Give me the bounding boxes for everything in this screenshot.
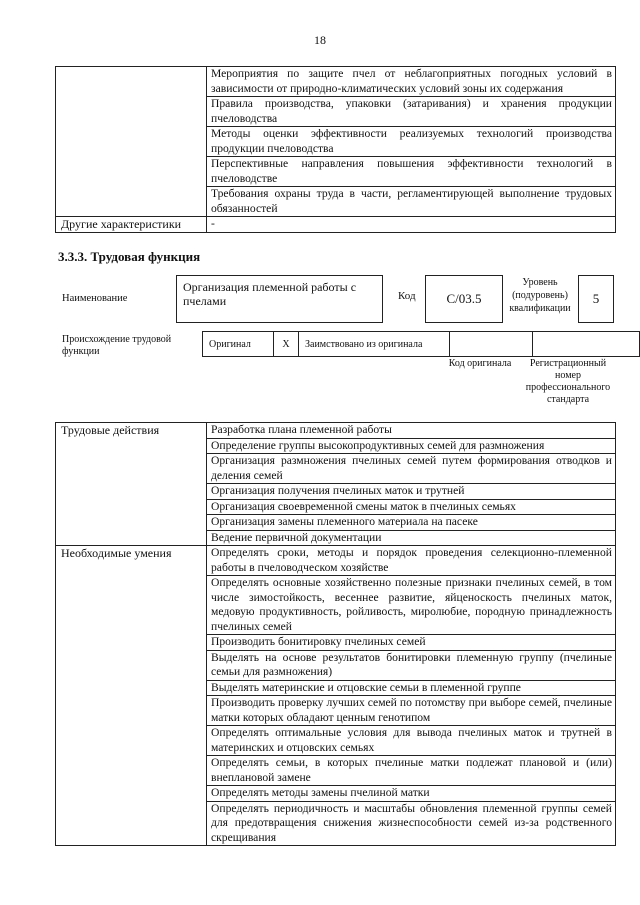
skill-item: Выделять на основе результатов бонитировки племенную группу (пчелиные семьи для размножения) [207,650,616,680]
code-label: Код [398,290,416,302]
skill-item: Производить проверку лучших семей по потомству при выборе семей, пчелиные матки которых обладают ценным генотипом [207,696,616,726]
skill-item: Производить бонитировку пчелиных семей [207,635,616,651]
qualification-level-label: Уровень (подуровень) квалификации [509,277,571,314]
knowledge-item: Методы оценки эффективности реализуемых технологий производства продукции пчеловодства [207,127,616,157]
table-row [56,423,616,439]
page-number: 18 [314,33,326,47]
skill-item: Определять периодичность и масштабы обновления племенной группы семей для предотвращения снижения жизнеспособности семей из-за родственного скрещивания [207,801,616,846]
other-characteristics-value: - [207,217,616,233]
skill-item: Определять сроки, методы и порядок проведения селекционно-племенной работы в пчеловодческом хозяйстве [207,546,616,576]
origin-table [202,331,640,357]
origin-original-mark: X [274,332,299,357]
action-item: Ведение первичной документации [207,530,616,546]
knowledge-item: Требования охраны труда в части, регламентирующей выполнение трудовых обязанностей [207,187,616,217]
table-row [56,217,616,233]
knowledge-item: Правила производства, упаковки (затаривания) и хранения продукции пчеловодства [207,97,616,127]
skills-label: Необходимые умения [56,546,207,846]
table-row [56,546,616,576]
reg-number-cell [533,332,640,357]
knowledge-table [55,66,616,233]
skill-item: Определять методы замены пчелиной матки [207,786,616,802]
qualification-level-value: 5 [578,275,614,323]
code-value: С/03.5 [425,275,503,323]
work-actions-table [55,422,616,846]
action-item: Организация размножения пчелиных семей путем формирования отводков и деления семей [207,454,616,484]
origin-original-label: Оригинал [203,332,274,357]
table-row [203,332,640,357]
empty-label-cell [56,67,207,217]
action-item: Организация получения пчелиных маток и трутней [207,484,616,500]
skill-item: Выделять материнские и отцовские семьи в племенной группе [207,680,616,696]
function-name-value: Организация племенной работы с пчелами [176,275,383,323]
action-item: Разработка плана племенной работы [207,423,616,439]
skill-item: Определять основные хозяйственно полезные признаки пчелиных семей, в том числе зимостойкость, весеннее развитие, яйценоскость пчелиных маток, медовую продуктивность, ройливость, миролюбие, породную принадлежность пчелиных семей [207,576,616,635]
section-heading: 3.3.3. Трудовая функция [58,249,201,264]
skill-item: Определять семьи, в которых пчелиные матки подлежат плановой и (или) внеплановой замене [207,756,616,786]
actions-label: Трудовые действия [56,423,207,546]
knowledge-item: Мероприятия по защите пчел от неблагоприятных погодных условий в зависимости от природно-климатических условий зоны их содержания [207,67,616,97]
code-original-cell [450,332,533,357]
table-row [56,67,616,97]
skill-item: Определять оптимальные условия для вывода пчелиных маток и трутней в материнских и отцовских семьях [207,726,616,756]
action-item: Организация своевременной смены маток в пчелиных семьях [207,499,616,515]
code-original-caption: Код оригинала [448,358,512,369]
reg-number-caption: Регистрационный номер профессионального стандарта [525,358,611,405]
action-item: Определение группы высокопродуктивных семей для размножения [207,438,616,454]
knowledge-item: Перспективные направления повышения эффективности технологий в пчеловодстве [207,157,616,187]
origin-borrowed-label: Заимствовано из оригинала [299,332,450,357]
action-item: Организация замены племенного материала на пасеке [207,515,616,531]
name-label: Наименование [62,293,128,304]
other-characteristics-label: Другие характеристики [56,217,207,233]
origin-label: Происхождение трудовой функции [62,334,172,357]
